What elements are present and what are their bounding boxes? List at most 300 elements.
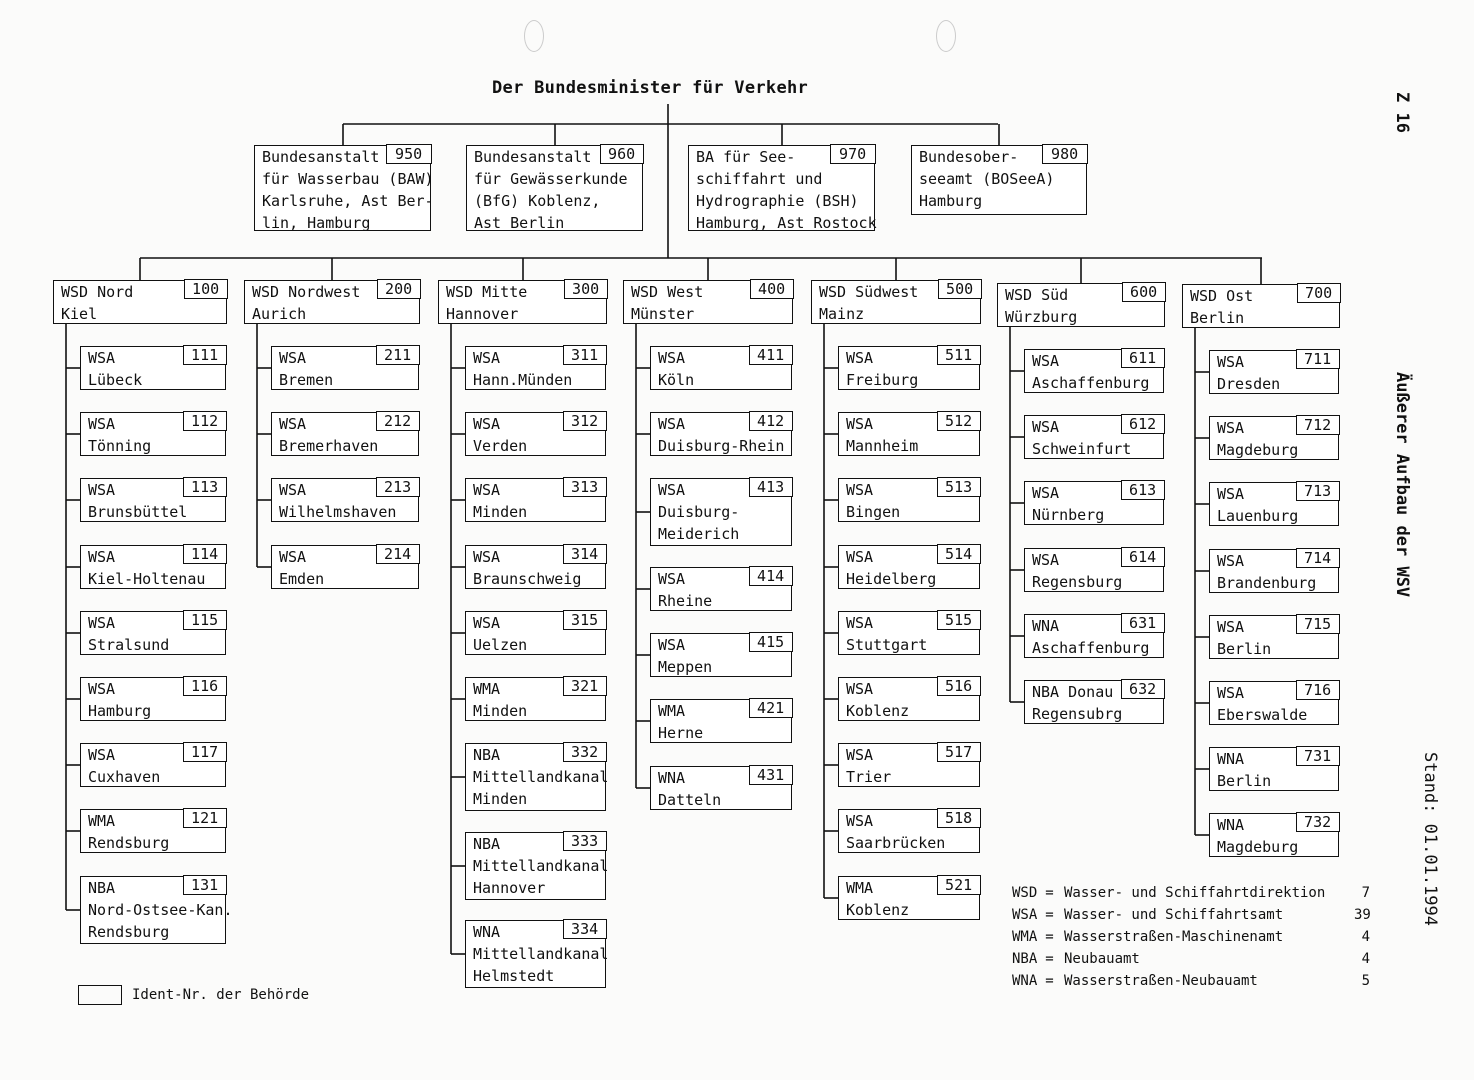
box-text-line: WMA [473,680,501,698]
office-box [838,611,980,655]
box-text-line: Rendsburg [88,834,170,852]
office-box [650,478,792,546]
box-text-line: Kiel [61,305,98,323]
ident-number: 614 [1121,547,1165,567]
wsd-box [1182,284,1340,328]
box-text-line: Bingen [846,503,901,521]
ident-legend [78,985,309,1005]
top-unit-box [466,145,643,231]
legend-count: 4 [1361,929,1370,945]
office-box [838,412,980,456]
office-box [271,412,419,456]
box-text-line: Magdeburg [1217,838,1299,856]
ident-number: 612 [1121,414,1165,434]
box-text-line: WSA [846,548,874,566]
ident-number: 515 [937,610,981,630]
legend-desc: Neubauamt [1064,951,1140,967]
wsd-box [623,280,793,324]
box-text-line: Lübeck [88,371,143,389]
legend-row [1012,926,1370,948]
box-text-line: Berlin [1217,772,1272,790]
ident-number: 115 [183,610,227,630]
office-box [80,743,226,787]
box-text-line: Köln [658,371,695,389]
ident-number: 511 [937,345,981,365]
office-box [80,412,226,456]
box-text-line: Minden [473,503,528,521]
office-box [838,346,980,390]
box-text-line: Saarbrücken [846,834,946,852]
ident-number: 112 [183,411,227,431]
legend-desc: Wasser- und Schiffahrtsamt [1064,907,1284,923]
top-unit-box [911,145,1087,215]
box-text-line: WSA [658,481,686,499]
ident-number: 334 [563,919,607,939]
legend-desc: Wasserstraßen-Maschinenamt [1064,929,1284,945]
box-text-line: WSA [658,415,686,433]
box-text-line: Nord-Ostsee-Kan. [88,901,233,919]
ident-number: 632 [1121,679,1165,699]
ident-number: 332 [563,742,607,762]
box-text-line: WSA [1217,353,1245,371]
office-box [465,412,606,456]
box-text-line: WSD Südwest [819,283,919,301]
legend-abbr-text: NBA [1012,951,1038,967]
box-text-line: lin, Hamburg [262,214,371,232]
office-box [838,743,980,787]
box-text-line: WSA [88,680,116,698]
box-text-line: WNA [473,923,501,941]
box-text-line: Mittellandkanal [473,857,609,875]
ident-number: 714 [1296,548,1340,568]
box-text-line: Rheine [658,592,713,610]
office-box [838,478,980,522]
box-text-line: WSA [279,349,307,367]
office-box [80,677,226,721]
box-text-line: für Gewässerkunde [474,170,628,188]
box-text-line: Mainz [819,305,865,323]
box-text-line: Stralsund [88,636,170,654]
office-box [80,545,226,589]
box-text-line: Aschaffenburg [1032,639,1150,657]
box-text-line: WSA [1032,418,1060,436]
box-text-line: WSA [279,481,307,499]
box-text-line: Emden [279,570,325,588]
ident-number: 300 [564,279,608,299]
box-text-line: Bundesober- [919,148,1019,166]
box-text-line: Würzburg [1005,308,1078,326]
box-text-line: Duisburg-Rhein [658,437,785,455]
ident-number: 517 [937,742,981,762]
box-text-line: WSD West [631,283,704,301]
legend-abbr [1012,882,1064,904]
ident-number: 518 [937,808,981,828]
box-text-line: Berlin [1190,309,1245,327]
wsd-box [244,280,420,324]
office-box [80,346,226,390]
office-box [80,611,226,655]
box-text-line: WNA [1217,816,1245,834]
office-box [1024,415,1164,459]
box-text-line: Lauenburg [1217,507,1299,525]
legend [1012,882,1370,992]
ident-number: 321 [563,676,607,696]
ident-number: 732 [1296,812,1340,832]
box-text-line: Hannover [446,305,519,323]
box-text-line: WNA [658,769,686,787]
box-text-line: Schweinfurt [1032,440,1132,458]
wsd-box [53,280,227,324]
box-text-line: Ast Berlin [474,214,565,232]
ident-number: 513 [937,477,981,497]
office-box [838,876,980,920]
ident-number: 413 [749,477,793,497]
box-text-line: Hamburg [919,192,983,210]
box-text-line: WSA [473,548,501,566]
ident-number: 400 [750,279,794,299]
box-text-line: WSA [1032,484,1060,502]
ident-number: 700 [1297,283,1341,303]
legend-abbr [1012,970,1064,992]
box-text-line: WNA [1217,750,1245,768]
legend-count: 5 [1361,973,1370,989]
ident-number: 731 [1296,746,1340,766]
box-text-line: Hydrographie (BSH) [696,192,859,210]
box-text-line: Helmstedt [473,967,555,985]
box-text-line: Datteln [658,791,722,809]
box-text-line: BA für See- [696,148,796,166]
legend-row [1012,904,1370,926]
wsd-box [438,280,607,324]
box-text-line: Brandenburg [1217,574,1317,592]
box-text-line: WSA [1217,419,1245,437]
ident-number: 521 [937,875,981,895]
office-box [1209,681,1339,725]
legend-desc: Wasser- und Schiffahrtdirektion [1064,885,1326,901]
office-box [1209,549,1339,593]
ident-note: Ident-Nr. der Behörde [132,987,310,1003]
ident-number: 631 [1121,613,1165,633]
ident-number: 333 [563,831,607,851]
ident-number: 600 [1122,282,1166,302]
box-text-line: Regensubrg [1032,705,1123,723]
ident-number: 950 [386,144,432,164]
office-box [271,346,419,390]
box-text-line: Duisburg- [658,503,740,521]
box-text-line: WSA [658,570,686,588]
side-title: Äußerer Aufbau der WSV [1392,372,1412,598]
box-text-line: NBA [473,746,501,764]
box-text-line: Magdeburg [1217,441,1299,459]
box-text-line: WMA [846,879,874,897]
office-box [271,545,419,589]
box-text-line: WSA [88,614,116,632]
ident-number: 613 [1121,480,1165,500]
ident-number: 431 [749,765,793,785]
box-text-line: seeamt (BOSeeA) [919,170,1055,188]
legend-abbr [1012,948,1064,970]
legend-abbr-text: WSD [1012,885,1038,901]
box-text-line: WSA [846,415,874,433]
box-text-line: WSA [658,636,686,654]
side-ref: Z 16 [1392,92,1412,133]
box-text-line: WSA [473,349,501,367]
ident-number: 980 [1042,144,1088,164]
ident-number: 415 [749,632,793,652]
ident-number: 311 [563,345,607,365]
box-text-line: Tönning [88,437,152,455]
office-box [80,876,233,944]
box-text-line: Aschaffenburg [1032,374,1150,392]
office-box [650,412,792,456]
box-text-line: WSD Ost [1190,287,1254,305]
box-text-line: Minden [473,790,528,808]
legend-count: 4 [1361,951,1370,967]
box-text-line: WSD Nord [61,283,134,301]
ident-number: 516 [937,676,981,696]
box-text-line: WSA [279,548,307,566]
box-text-line: WSA [1032,551,1060,569]
legend-equals: = [1045,885,1054,901]
box-text-line: Münster [631,305,695,323]
box-text-line: WSA [846,349,874,367]
box-text-line: Bundesanstalt [474,148,592,166]
box-text-line: WSD Süd [1005,286,1069,304]
ident-number: 611 [1121,348,1165,368]
office-box [1209,416,1339,460]
ident-number: 715 [1296,614,1340,634]
box-text-line: Herne [658,724,704,742]
office-box [465,677,606,721]
ident-number: 121 [183,808,227,828]
legend-abbr [1012,904,1064,926]
box-text-line: WSA [473,415,501,433]
office-box [1209,482,1339,526]
box-text-line: Wilhelmshaven [279,503,397,521]
office-box [80,809,226,853]
box-text-line: WSA [88,746,116,764]
office-box [465,832,609,900]
box-text-line: WSD Nordwest [252,283,361,301]
office-box [80,478,226,522]
box-text-line: WMA [88,812,116,830]
box-text-line: Koblenz [846,901,910,919]
office-box [650,567,792,611]
ident-number: 312 [563,411,607,431]
office-box [1024,548,1164,592]
ident-number: 131 [183,875,227,895]
ident-number: 113 [183,477,227,497]
legend-row [1012,970,1370,992]
box-text-line: NBA Donau [1032,683,1114,701]
office-box [838,677,980,721]
office-box [465,611,606,655]
box-text-line: Mittellandkanal [473,768,609,786]
legend-abbr-text: WMA [1012,929,1038,945]
office-box [650,346,792,390]
office-box [650,699,792,743]
legend-equals: = [1045,907,1054,923]
box-text-line: Eberswalde [1217,706,1308,724]
box-text-line: Regensburg [1032,573,1123,591]
ident-number: 512 [937,411,981,431]
box-text-line: WSA [658,349,686,367]
legend-row [1012,948,1370,970]
box-text-line: Dresden [1217,375,1281,393]
office-box [650,766,792,810]
ident-number: 500 [938,279,982,299]
office-box [838,809,980,853]
box-text-line: WSA [88,548,116,566]
box-text-line: NBA [88,879,116,897]
ident-number: 712 [1296,415,1340,435]
box-text-line: Stuttgart [846,636,928,654]
box-text-line: Berlin [1217,640,1272,658]
box-text-line: Bundesanstalt [262,148,380,166]
box-text-line: Aurich [252,305,307,323]
box-text-line: WMA [658,702,686,720]
box-text-line: WSA [846,614,874,632]
box-text-line: Karlsruhe, Ast Ber- [262,192,434,210]
ident-number: 711 [1296,349,1340,369]
box-text-line: Minden [473,702,528,720]
box-text-line: Nürnberg [1032,506,1105,524]
box-text-line: WSA [1217,552,1245,570]
ident-number: 314 [563,544,607,564]
ident-number: 716 [1296,680,1340,700]
box-text-line: Uelzen [473,636,528,654]
box-text-line: Braunschweig [473,570,582,588]
box-text-line: WSA [1217,485,1245,503]
top-unit-box [254,145,434,232]
box-text-line: WSA [1217,684,1245,702]
ident-number: 414 [749,566,793,586]
box-text-line: Brunsbüttel [88,503,188,521]
office-box [1024,614,1164,658]
box-text-line: Hamburg, Ast Rostock [696,214,877,232]
office-box [1209,350,1339,394]
ident-number: 214 [376,544,420,564]
office-box [1209,813,1339,857]
box-text-line: WSA [279,415,307,433]
box-text-line: Trier [846,768,892,786]
box-text-line: WSA [88,481,116,499]
office-box [465,478,606,522]
box-text-line: Kiel-Holtenau [88,570,206,588]
box-text-line: WSA [846,812,874,830]
top-unit-box [688,145,875,231]
box-text-line: Meiderich [658,525,740,543]
box-text-line: WSA [846,746,874,764]
ident-number: 713 [1296,481,1340,501]
box-text-line: Hann.Münden [473,371,573,389]
box-text-line: WSA [846,481,874,499]
box-text-line: WSA [473,481,501,499]
ident-number: 313 [563,477,607,497]
box-text-line: Koblenz [846,702,910,720]
box-text-line: WSA [1032,352,1060,370]
ident-number: 213 [376,477,420,497]
office-box [465,743,609,811]
box-text-line: WSA [88,349,116,367]
ident-number: 514 [937,544,981,564]
ident-number: 117 [183,742,227,762]
legend-row [1012,882,1370,904]
box-text-line: Bremen [279,371,334,389]
box-text-line: Freiburg [846,371,919,389]
side-date: Stand: 01.01.1994 [1420,752,1440,926]
box-text-line: WSD Mitte [446,283,528,301]
box-text-line: Meppen [658,658,713,676]
office-box [838,545,980,589]
ident-number: 212 [376,411,420,431]
box-text-line: Hannover [473,879,546,897]
wsd-box [811,280,981,324]
box-text-line: WNA [1032,617,1060,635]
box-text-line: WSA [846,680,874,698]
ident-number: 411 [749,345,793,365]
office-box [650,633,792,677]
office-box [1024,481,1164,525]
legend-equals: = [1045,973,1054,989]
ident-number: 100 [184,279,228,299]
ident-number: 421 [749,698,793,718]
ident-number: 960 [600,144,644,164]
office-box [1024,349,1164,393]
box-text-line: Verden [473,437,528,455]
wsd-box [997,283,1165,327]
box-text-line: Bremerhaven [279,437,379,455]
ident-number: 315 [563,610,607,630]
box-text-line: Heidelberg [846,570,937,588]
box-text-line: Cuxhaven [88,768,161,786]
box-text-line: Mittellandkanal [473,945,609,963]
legend-abbr [1012,926,1064,948]
office-box [1024,680,1164,724]
legend-count: 7 [1361,885,1370,901]
box-text-line: WSA [1217,618,1245,636]
legend-abbr-text: WNA [1012,973,1038,989]
ident-number: 211 [376,345,420,365]
office-box [271,478,419,522]
legend-desc: Wasserstraßen-Neubauamt [1064,973,1258,989]
box-text-line: für Wasserbau (BAW) [262,170,434,188]
office-box [1209,615,1339,659]
ident-number: 114 [183,544,227,564]
ident-number: 200 [377,279,421,299]
page-title: Der Bundesminister für Verkehr [492,78,809,98]
office-box [465,545,606,589]
box-text-line: Hamburg [88,702,152,720]
office-box [1209,747,1339,791]
box-text-line: WSA [88,415,116,433]
legend-count: 39 [1354,907,1371,923]
box-text-line: Mannheim [846,437,919,455]
office-box [465,346,606,390]
ident-number: 111 [183,345,227,365]
office-box [465,920,609,988]
box-text-line: schiffahrt und [696,170,823,188]
box-text-line: Rendsburg [88,923,170,941]
ident-number: 116 [183,676,227,696]
box-text-line: (BfG) Koblenz, [474,192,601,210]
ident-number: 970 [830,144,876,164]
ident-number: 412 [749,411,793,431]
box-text-line: WSA [473,614,501,632]
legend-equals: = [1045,951,1054,967]
box-text-line: NBA [473,835,501,853]
legend-equals: = [1045,929,1054,945]
